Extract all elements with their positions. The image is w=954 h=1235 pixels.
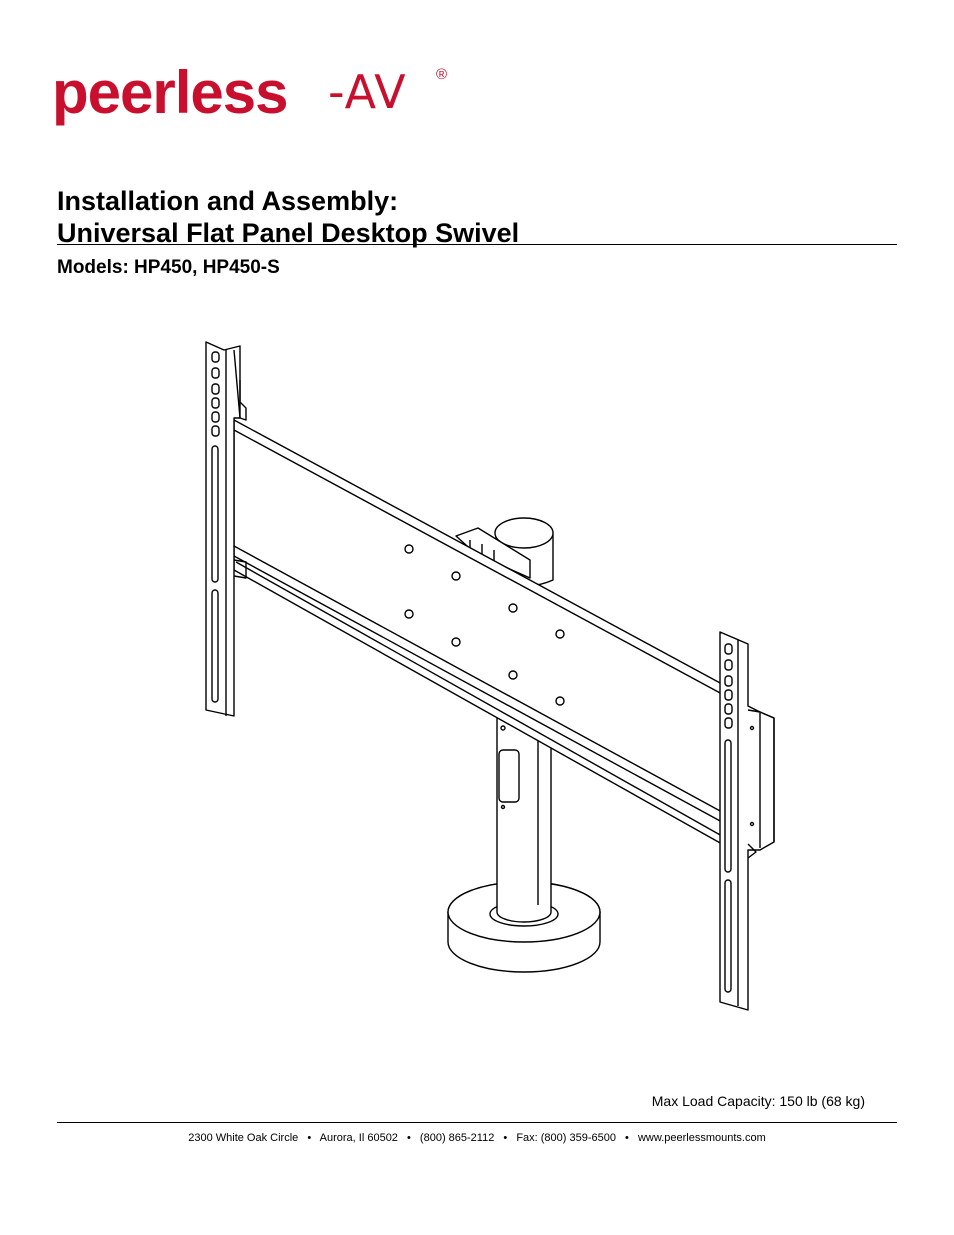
model-numbers: Models: HP450, HP450-S [57, 257, 280, 278]
footer-fax: Fax: (800) 359-6500 [516, 1132, 616, 1144]
max-load-capacity: Max Load Capacity: 150 lb (68 kg) [651, 1093, 865, 1109]
footer-phone: (800) 865-2112 [419, 1132, 495, 1144]
footer-divider [57, 1122, 897, 1123]
footer-separator: • [307, 1132, 312, 1144]
title-divider [57, 244, 897, 245]
desktop-swivel-mount-drawing [180, 330, 800, 1020]
footer-city: Aurora, Il 60502 [319, 1132, 398, 1144]
title-line-2: Universal Flat Panel Desktop Swivel [57, 218, 520, 248]
title-line-1: Installation and Assembly: [57, 186, 399, 216]
brand-logo [52, 58, 472, 158]
footer-separator: • [407, 1132, 411, 1144]
footer-separator: • [625, 1132, 629, 1144]
page-title [57, 185, 519, 249]
footer-separator: • [503, 1132, 508, 1144]
footer-contact [57, 1132, 897, 1144]
brand-suffix: -AV [328, 65, 407, 119]
footer-website-link[interactable]: www.peerlessmounts.com [637, 1132, 766, 1144]
footer-address: 2300 White Oak Circle [188, 1132, 299, 1144]
mounting-plate [234, 420, 722, 844]
registered-mark: ® [436, 66, 448, 83]
right-vertical-bracket [720, 632, 774, 1010]
brand-name: peerless [52, 59, 288, 126]
